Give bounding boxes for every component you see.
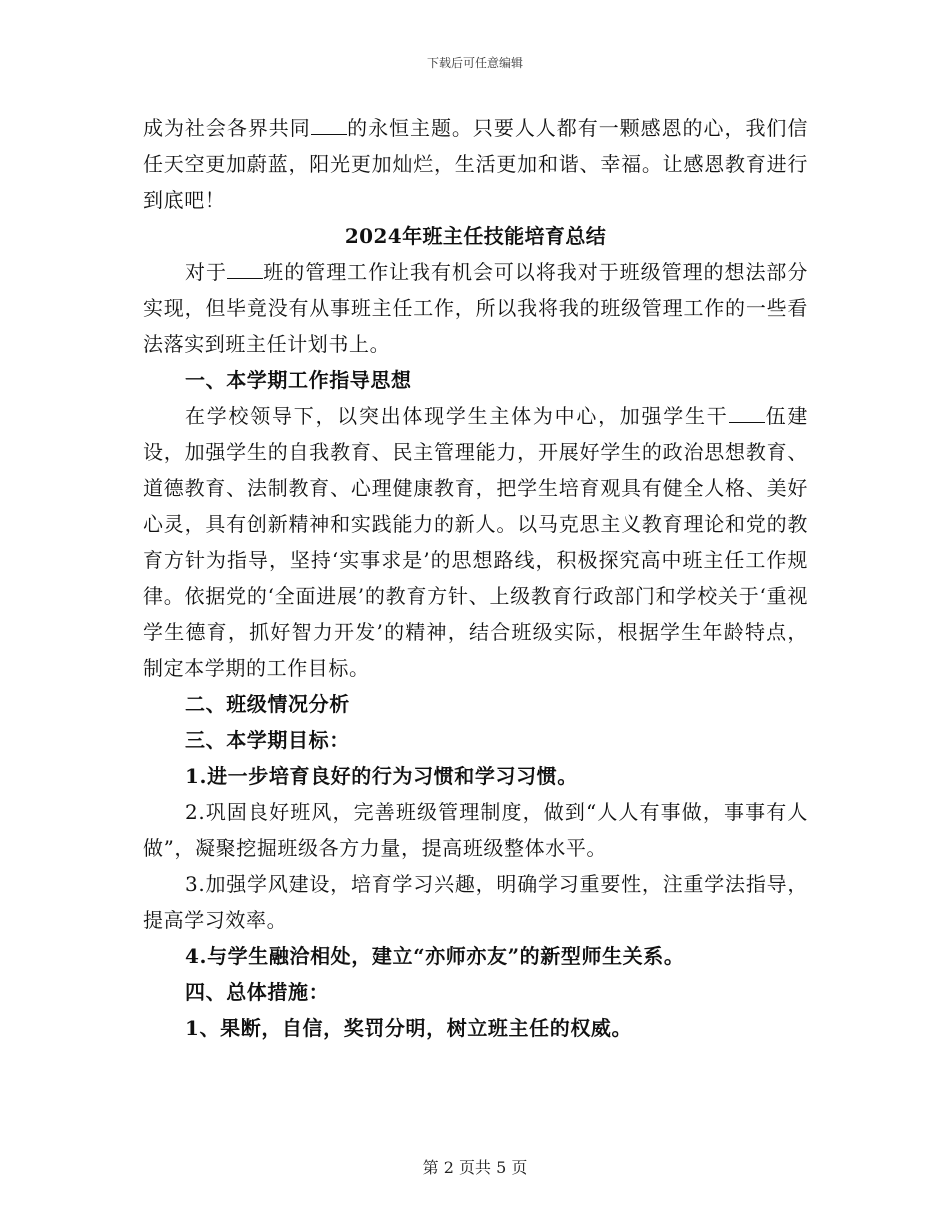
fill-blank [227, 260, 263, 279]
goal-item-4: 4.与学生融洽相处，建立“亦师亦友”的新型师生关系。 [185, 944, 685, 968]
fill-blank [311, 116, 347, 135]
paragraph-guiding-thought [143, 398, 808, 686]
fill-blank [729, 404, 765, 423]
page-footer: 第 2 页共 5 页 [422, 1158, 528, 1177]
section-heading-2: 二、班级情况分析 [185, 692, 350, 716]
goal-item-1: 1.进一步培育良好的行为习惯和学习习惯。 [185, 764, 578, 788]
paragraph-text: 的永恒主题。只要人人都有一颗感恩的心，我们信任天空更加蔚蓝，阳光更加灿烂，生活更加和谐、幸福。让感恩教育进行到底吧！ [143, 116, 808, 212]
goal-item-2: 2.巩固良好班风，完善班级管理制度，做到“人人有事做，事事有人做”，凝聚挖掘班级各方力量，提高班级整体水平。 [143, 800, 808, 860]
paragraph-text: 成为社会各界共同 [143, 116, 311, 140]
section-heading-4: 四、总体措施： [185, 980, 330, 1004]
section-heading-1: 一、本学期工作指导思想 [185, 368, 412, 392]
paragraph-text: 对于 [185, 260, 227, 284]
paragraph-text: 在学校领导下，以突出体现学生主体为中心，加强学生干 [185, 404, 729, 428]
measure-item-1: 1、果断，自信，奖罚分明，树立班主任的权威。 [185, 1016, 633, 1040]
paragraph-continuation [143, 110, 808, 218]
section-heading-3: 三、本学期目标： [185, 728, 350, 752]
page-header: 下载后可任意编辑 [426, 56, 523, 70]
document-body [143, 110, 808, 1046]
paragraph-text: 班的管理工作让我有机会可以将我对于班级管理的想法部分实现，但毕竟没有从事班主任工作，所以我将我的班级管理工作的一些看法落实到班主任计划书上。 [143, 260, 808, 356]
paragraph-intro [143, 254, 808, 362]
paragraph-text: 伍建设，加强学生的自我教育、民主管理能力，开展好学生的政治思想教育、道德教育、法制教育、心理健康教育，把学生培育观具有健全人格、美好心灵，具有创新精神和实践能力的新人。以马克思主义教育理论和党的教育方针为指导，坚持‘实事求是’的思想路线，积极探究高中班主任工作规律。依据党的‘全面进展’的教育方针、上级教育行政部门和学校关于‘重视学生德育，抓好智力开发’的精神，结合班级实际，根据学生年龄特点，制定本学期的工作目标。 [143, 404, 808, 680]
goal-item-3: 3.加强学风建设，培育学习兴趣，明确学习重要性，注重学法指导，提高学习效率。 [143, 872, 808, 932]
document-title: 2024年班主任技能培育总结 [344, 224, 607, 248]
